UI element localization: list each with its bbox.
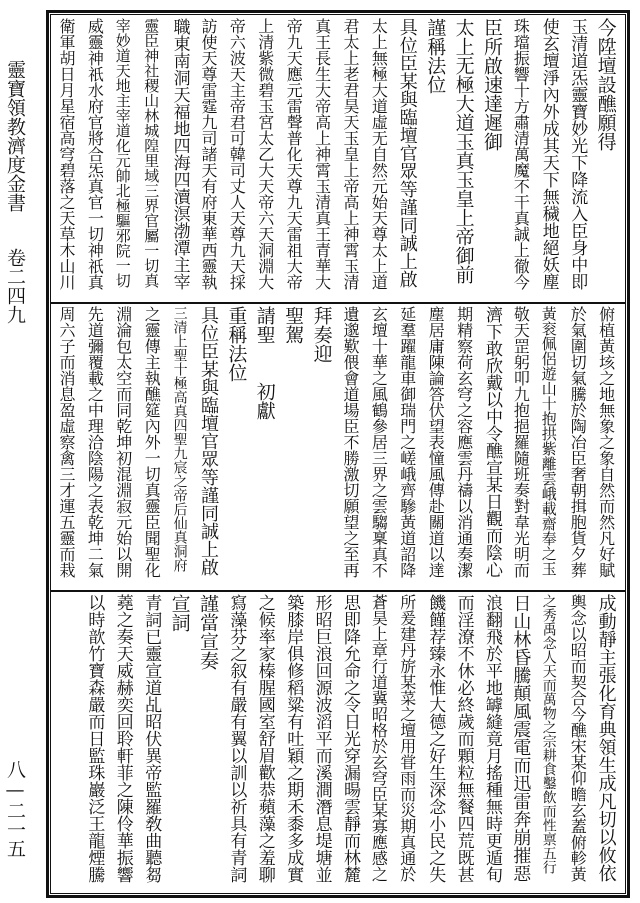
text-column: 蕘之奏天威赫奕回聆軒菲之陳伶華振響 <box>112 594 133 883</box>
text-column: 而淫潦不休必終歲而顆粒無餐四荒既甚 <box>453 594 474 883</box>
text-column: 之秀禹念人天而萬物之宗耕食鑿飲而性禀五行 <box>540 594 557 874</box>
text-column: 玉清道炁靈寶妙光下降流入臣身中即 <box>567 18 588 290</box>
text-column: 於氣圍切氣騰於陶冶臣奢朝揖胞貨夕葬 <box>568 306 588 578</box>
section-divider-1 <box>50 302 626 304</box>
text-column: 真王長生大帝高上神霄玉清真王青華大 <box>312 18 332 290</box>
text-column: 聖駕 <box>282 306 305 344</box>
text-column: 使玄壇淨內外成其天下無穢地絕妖塵 <box>538 18 559 290</box>
text-column: 請聖 初獻 <box>253 306 276 420</box>
text-column: 成動靜主張化育典領生成凡切以攸依 <box>595 594 617 882</box>
text-column: 周六子而消息盈虛察禽三才運五靈而栽 <box>57 306 76 578</box>
text-column: 饑饉荐臻永惟大德之好生深念小民之失 <box>425 594 446 883</box>
text-column: 蒼昊上章行道冀昭格於玄穹臣某寡應感之 <box>369 594 389 882</box>
text-column: 築膝岸俱修稻粱有吐穎之期禾黍多成實 <box>283 594 304 883</box>
text-column: 拜奏迎 <box>310 306 333 363</box>
text-column: 延羣躍龍車御瑞門之嵯峨齊驂黃道詔降 <box>397 306 417 578</box>
text-column: 三清上聖十極高真四聖九宸之帝后仙真洞府 <box>171 306 188 572</box>
text-column: 宰妙道天地主宰道化元帥北極驅邪院一切 <box>113 18 132 288</box>
text-column: 訪使天尊雷霆九司諸天有府東華西靈執 <box>199 18 218 290</box>
text-column: 謹當宣奏 <box>197 594 219 670</box>
text-column: 太上无極大道玉真玉皇上帝御前 <box>452 18 475 284</box>
text-column: 之候率家榛腥國室舒眉歡恭蘋藻之羞聊 <box>254 594 275 883</box>
section-divider-2 <box>50 590 626 592</box>
text-column: 輿念以昭而契合今醮宋某仰瞻玄蓋俯軫黃 <box>568 594 588 882</box>
text-column: 靈臣神社稷山林城隍里域三界官屬一切真 <box>142 18 161 288</box>
text-column: 濟下敢欣戴以中令醮宣某日觀而陰心 <box>482 306 502 578</box>
text-column: 帝六波天主帝君可韓司丈人天尊九天採 <box>227 18 247 290</box>
text-column: 先道彌覆載之中理洽陰陽之表乾坤二氣 <box>85 306 105 578</box>
page-number: 八—二一五 <box>4 760 26 858</box>
text-column: 具位臣某與臨壇官眾等謹同誠上啟 <box>198 306 219 576</box>
volume-label: 卷二四九 <box>4 248 26 324</box>
text-column: 之靈傳主執醮筵內外一切真靈臣聞聖化 <box>142 306 162 578</box>
text-column: 寫藻芬之叙有嚴有翼以訓以祈具有青詞 <box>226 594 247 883</box>
text-column: 浪翻飛於平地罅縫竟月搖種無時更遁旬 <box>482 594 502 883</box>
text-column: 帝九天應元雷聲普化天尊九天雷祖大帝 <box>284 18 304 290</box>
text-column: 日山林昏騰顛風震電而迅雷奔崩摧惡 <box>510 594 532 882</box>
text-column: 臣所啟速達遲御 <box>481 18 503 151</box>
text-column: 太上無極大道虛无自然元始天尊太上道 <box>369 18 389 290</box>
text-column: 形昭巨浪回源波滔平而溪澗潛息堤塘並 <box>311 594 332 883</box>
text-column: 塵居庸陳論答伏望表憧風傳赴關道以達 <box>426 306 446 578</box>
text-column: 謹稱法位 <box>424 18 447 94</box>
text-column: 玄壇十華之風鶴參居三界之雲騶稟真不 <box>369 306 389 578</box>
text-column: 宣詞 <box>168 594 191 632</box>
text-column: 淵淪包太空而同乾坤初混淵寂元始以開 <box>113 306 133 578</box>
text-column: 君太上老君昊天玉皇上帝高上神霄玉清 <box>341 18 360 290</box>
text-column: 重稱法位 <box>225 306 248 382</box>
text-column: 衛軍胡日月星宿高穹碧落之天草木山川 <box>57 18 76 290</box>
text-column: 所爰建丹旂某菜之壇用甞雨而災期真通於 <box>397 594 417 882</box>
book-title: 靈寶領教濟度金書 <box>4 60 26 212</box>
text-column: 黃衮佩侶遊山十抱拱紫離雲峨載齋奉之玉 <box>539 306 558 576</box>
text-column: 以時歆竹寶森嚴而日監珠巖泛王龍煙騰 <box>84 594 105 883</box>
text-column: 上清紫微碧玉宮太乙大天帝六天洞淵大 <box>255 18 275 290</box>
text-column: 具位臣某與臨壇官眾等謹同誠上啟 <box>396 18 418 288</box>
text-column: 職東南洞天福地四海四瀆溟渤潭主宰 <box>169 18 190 290</box>
text-column: 珠璫振響十方肅清萬魔不干真誠上徹今 <box>511 18 531 290</box>
text-column: 思即降允命之令日光穿漏暘雲靜而林麓 <box>340 594 360 883</box>
text-column: 今陞壇設醮願得 <box>594 18 617 151</box>
text-column: 遺邈歎偎會道場臣不勝激切願望之至再 <box>341 306 360 578</box>
text-column: 俯植黃垓之地無象之象自然而然凡好賦 <box>596 306 616 578</box>
text-column: 青詞已靈宣道乩昭伏異帝監羅敎曲聽芻 <box>141 594 162 883</box>
text-column: 期精察荷玄穹之容應雲丹禱以消通奏潔 <box>454 306 474 578</box>
text-column: 威靈神祇水府官將合炁真官一切神祇真 <box>85 18 105 290</box>
text-column: 敬天罡躬叩九抱挹羅隨班奏對韋光明而 <box>511 306 531 578</box>
